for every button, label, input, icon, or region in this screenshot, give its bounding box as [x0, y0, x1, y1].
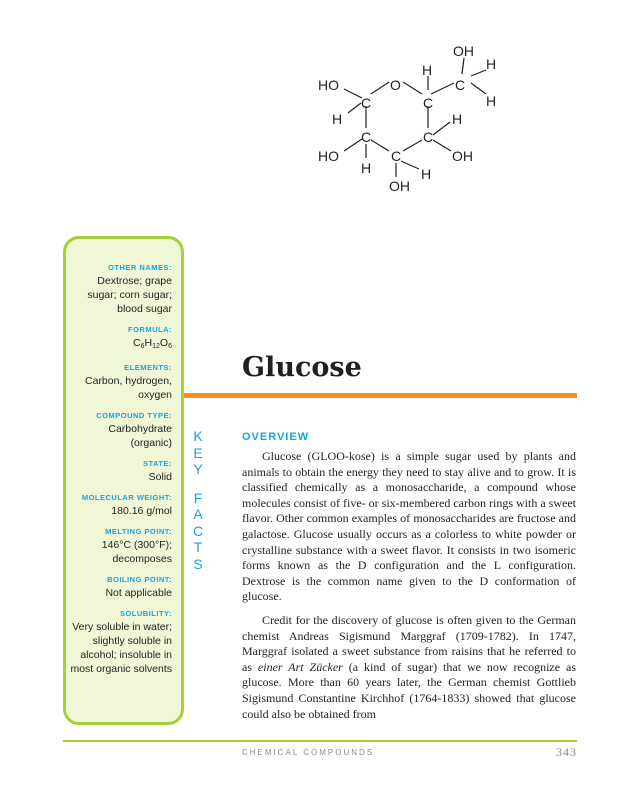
fact-value-line: blood sugar — [117, 303, 172, 315]
atom-label: HO — [318, 77, 339, 93]
atom-label: HO — [318, 148, 339, 164]
bond — [344, 139, 362, 151]
vertical-letter: A — [193, 506, 203, 522]
fact-value-line: (organic) — [130, 437, 172, 449]
bond — [471, 70, 486, 76]
boiling-point-fact — [70, 575, 172, 600]
atom-label: C — [455, 77, 466, 93]
footer-rule — [63, 740, 577, 742]
atom-label: C — [391, 148, 402, 164]
fact-value-line: sugar; corn sugar; — [87, 289, 172, 301]
atom-label: H — [422, 62, 433, 78]
bond — [433, 122, 450, 135]
article-body — [242, 449, 576, 722]
bond — [403, 82, 422, 94]
fact-label: MELTING POINT: — [105, 527, 172, 536]
atom-label: C — [423, 95, 434, 111]
formula-fact — [70, 325, 172, 354]
vertical-letter: S — [193, 555, 203, 572]
atom-label: OH — [452, 148, 473, 164]
atom-label: OH — [389, 178, 410, 194]
atom-label: H — [361, 160, 372, 176]
fact-label: SOLUBILITY: — [119, 609, 172, 618]
molecular-weight-fact — [70, 493, 172, 518]
atom-label: C — [361, 95, 372, 111]
fact-value-line: Not applicable — [105, 587, 172, 599]
page-number: 343 — [556, 745, 577, 759]
vertical-letter: Y — [193, 461, 203, 477]
solubility-fact — [70, 609, 172, 676]
fact-label: OTHER NAMES: — [108, 263, 172, 272]
formula-subscript: 6 — [140, 343, 145, 350]
atom-label: H — [421, 166, 432, 182]
bond — [344, 89, 362, 98]
bond — [431, 83, 454, 94]
key-facts-panel — [63, 236, 184, 725]
compound-type-fact — [70, 411, 172, 450]
chemical-formula — [70, 336, 172, 354]
vertical-letter: K — [193, 428, 203, 444]
fact-value-line: oxygen — [138, 389, 172, 401]
bond — [371, 82, 389, 94]
fact-value-line: 146°C (300°F); — [101, 539, 172, 551]
paragraph-text: (a kind of sugar) that we now recognize as glucose. More than 60 years later, the German chemist Gottlieb Sigismund Constantine Kirchhof (1764-1833) showed that glucose could also be obtained from — [242, 659, 576, 721]
formula-element: H — [144, 337, 153, 349]
title-rule — [184, 393, 577, 398]
fact-value-line: Carbohydrate — [108, 423, 172, 435]
fact-label: MOLECULAR WEIGHT: — [81, 493, 172, 502]
footer-section-label: CHEMICAL COMPOUNDS — [242, 748, 375, 757]
atom-label: H — [452, 111, 463, 127]
fact-value-line: 180.16 g/mol — [111, 505, 172, 517]
body-paragraph — [242, 613, 576, 722]
state-fact — [70, 459, 172, 484]
formula-subscript: 6 — [168, 343, 172, 350]
atom-label: H — [486, 93, 497, 109]
atom-label: C — [361, 129, 372, 145]
other-names-fact — [70, 263, 172, 316]
vertical-letter: T — [193, 539, 203, 555]
fact-value-line: decomposes — [112, 553, 172, 565]
bond — [433, 140, 451, 151]
atom-label: H — [332, 111, 343, 127]
paragraph-text: Credit for the discovery of glucose is often given to the German chemist Andreas Sigismund Marggraf (1709-1782). In 1747, Marggraf isolated a sweet substance from raisins that he referred to as — [242, 612, 576, 674]
emphasized-phrase: einer Art Zücker — [257, 659, 343, 674]
fact-value-line: Very soluble in water; — [72, 621, 172, 633]
body-paragraph: Glucose (GLOO-kose) is a simple sugar used by plants and animals to obtain the energy they need to stay alive and to grow. It is classified chemically as a monosaccharide, a compound whose molecules consist of five- or six-membered carbon rings with a sweet flavor. Other common examples of monosaccharides are fructose and galactose. Glucose usually occurs as a colorless to white powder or crystalline substance with a sweet flavor. It consists in two isomeric forms known as the D configuration and the L configuration. Dextrose is the common name given to the D conformation of glucose. — [242, 449, 576, 604]
fact-value-line: alcohol; insoluble in — [80, 649, 172, 661]
elements-fact — [70, 363, 172, 402]
bond — [471, 83, 486, 94]
bond — [371, 140, 389, 151]
atom-label: O — [390, 77, 401, 93]
vertical-letter: F — [193, 489, 203, 506]
bond — [348, 103, 361, 113]
formula-subscript: 12 — [152, 343, 160, 350]
atom-label: C — [423, 129, 434, 145]
fact-value-line: Carbon, hydrogen, — [85, 375, 172, 387]
bond — [462, 58, 464, 74]
vertical-letter: C — [192, 522, 204, 539]
fact-label: COMPOUND TYPE: — [96, 411, 172, 420]
formula-element: O — [159, 337, 169, 349]
bond — [403, 140, 422, 151]
fact-value-line: slightly soluble in — [92, 635, 172, 647]
melting-point-fact — [70, 527, 172, 566]
fact-label: ELEMENTS: — [124, 363, 172, 372]
atom-label: OH — [453, 43, 474, 59]
fact-value-line: Dextrose; grape — [97, 275, 172, 287]
fact-label: FORMULA: — [128, 325, 172, 334]
page-title: Glucose — [242, 352, 362, 383]
bond — [401, 161, 419, 169]
section-heading-overview: OVERVIEW — [242, 431, 310, 443]
fact-value-line: Solid — [148, 471, 172, 483]
fact-label: STATE: — [143, 459, 172, 468]
atom-label: H — [486, 56, 497, 72]
vertical-letter: E — [193, 444, 203, 461]
vertical-letter — [191, 478, 205, 490]
key-facts-vertical-label — [191, 428, 205, 572]
glucose-structural-formula — [300, 30, 520, 205]
fact-value-line: most organic solvents — [70, 663, 172, 675]
formula-element: C — [133, 337, 141, 349]
fact-label: BOILING POINT: — [107, 575, 172, 584]
